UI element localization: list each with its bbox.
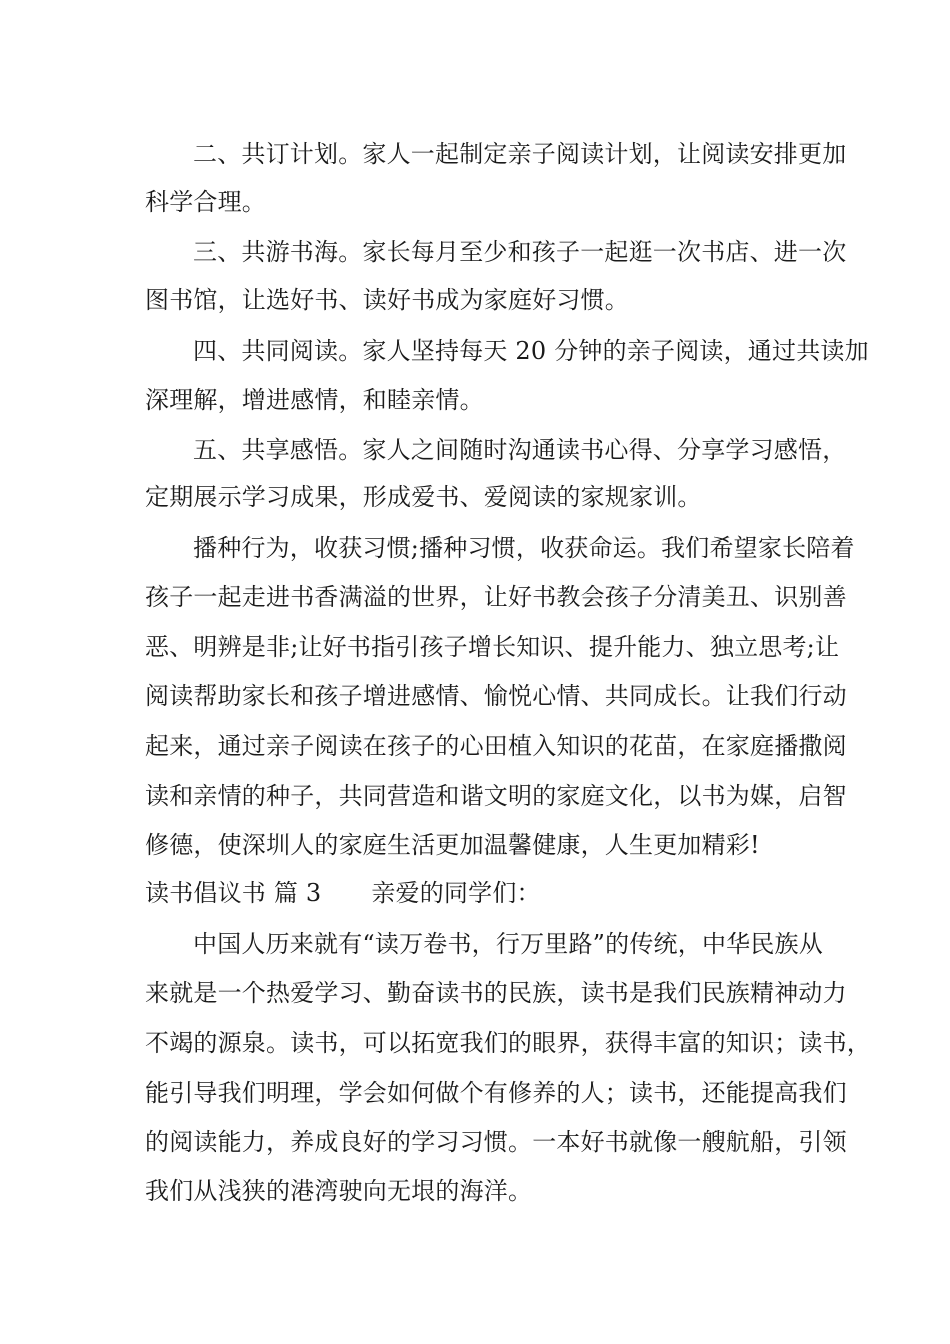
paragraph-4-line-1: 四、共同阅读。家人坚持每天 20 分钟的亲子阅读，通过共读加	[193, 337, 869, 365]
section-title: 读书倡议书 篇 3	[145, 879, 322, 907]
final-paragraph-line-6: 我们从浅狭的港湾驶向无垠的海洋。	[145, 1177, 533, 1205]
paragraph-5-line-1: 五、共享感悟。家人之间随时沟通读书心得、分享学习感悟，	[193, 436, 847, 464]
paragraph-6-line-6: 读和亲情的种子，共同营造和谐文明的家庭文化，以书为媒，启智	[145, 782, 847, 810]
paragraph-2-line-2: 科学合理。	[145, 188, 266, 216]
paragraph-6-line-1: 播种行为，收获习惯;播种习惯，收获命运。我们希望家长陪着	[193, 534, 855, 562]
paragraph-5-line-2: 定期展示学习成果，形成爱书、爱阅读的家规家训。	[145, 483, 702, 511]
final-paragraph-line-4: 能引导我们明理，学会如何做个有修养的人；读书，还能提高我们	[145, 1079, 847, 1107]
paragraph-3-line-2: 图书馆，让选好书、读好书成为家庭好习惯。	[145, 286, 629, 314]
final-paragraph-line-2: 来就是一个热爱学习、勤奋读书的民族，读书是我们民族精神动力	[145, 979, 847, 1007]
final-paragraph-line-1: 中国人历来就有“读万卷书，行万里路”的传统，中华民族从	[193, 930, 823, 958]
paragraph-6-line-5: 起来，通过亲子阅读在孩子的心田植入知识的花苗，在家庭播撒阅	[145, 732, 847, 760]
final-paragraph-line-5: 的阅读能力，养成良好的学习习惯。一本好书就像一艘航船，引领	[145, 1128, 847, 1156]
paragraph-6-line-4: 阅读帮助家长和孩子增进感情、愉悦心情、共同成长。让我们行动	[145, 682, 847, 710]
paragraph-2-line-1: 二、共订计划。家人一起制定亲子阅读计划，让阅读安排更加	[193, 140, 847, 168]
paragraph-6-line-3: 恶、明辨是非;让好书指引孩子增长知识、提升能力、独立思考;让	[145, 633, 840, 661]
section-greeting: 亲爱的同学们：	[371, 879, 541, 907]
paragraph-6-line-2: 孩子一起走进书香满溢的世界，让好书教会孩子分清美丑、识别善	[145, 583, 847, 611]
paragraph-4-line-2: 深理解，增进感情，和睦亲情。	[145, 386, 484, 414]
section-heading	[145, 878, 541, 908]
paragraph-3-line-1: 三、共游书海。家长每月至少和孩子一起逛一次书店、进一次	[193, 238, 847, 266]
final-paragraph-line-3: 不竭的源泉。读书，可以拓宽我们的眼界，获得丰富的知识；读书，	[145, 1029, 871, 1057]
paragraph-6-line-7: 修德，使深圳人的家庭生活更加温馨健康，人生更加精彩!	[145, 831, 760, 859]
